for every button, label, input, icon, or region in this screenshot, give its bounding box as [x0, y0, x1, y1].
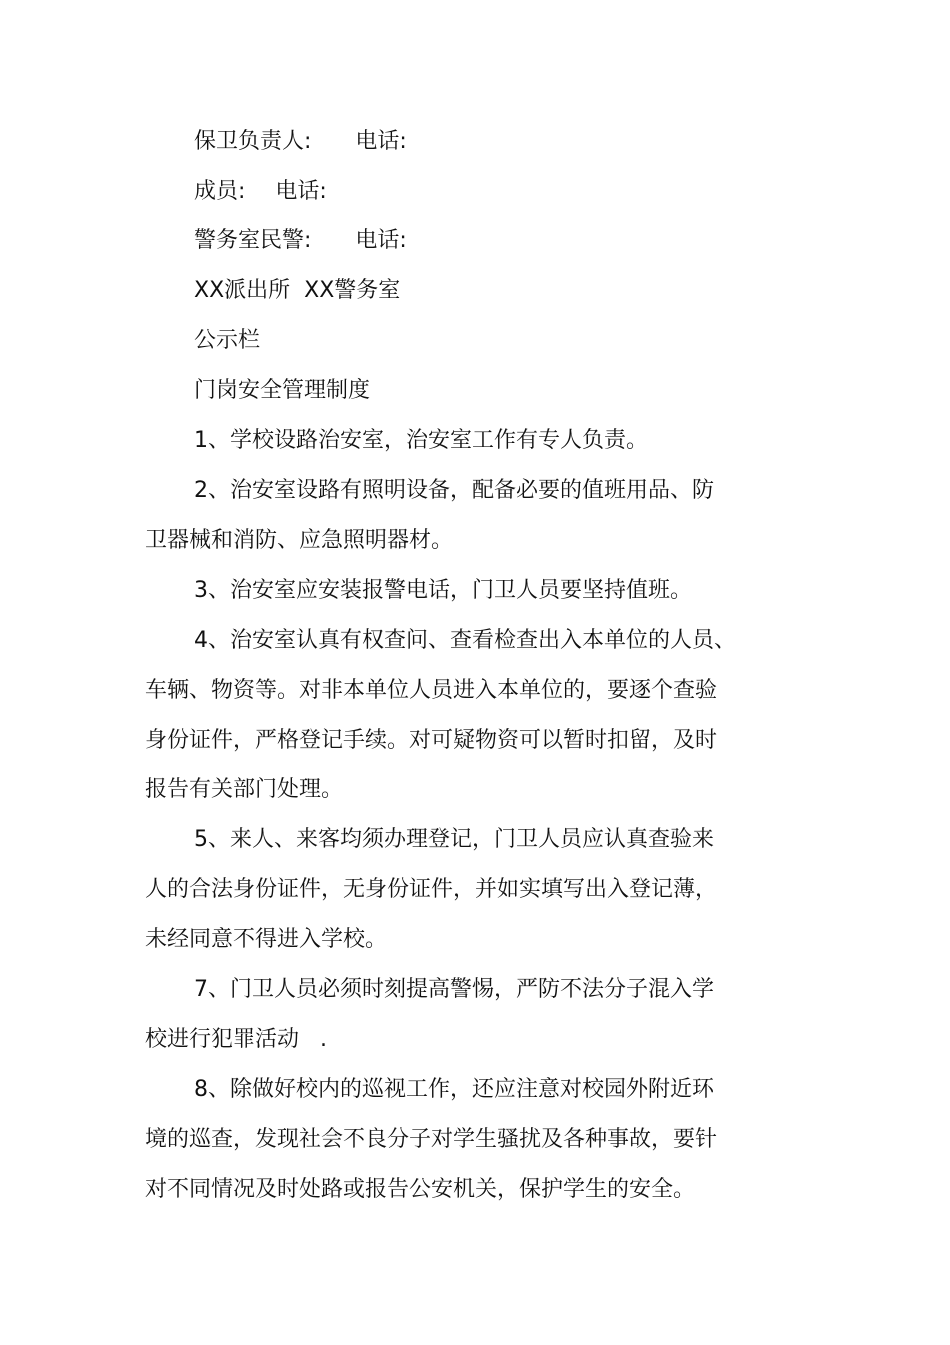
police-label: 警务室民警: [194, 228, 312, 253]
security-head-label: 保卫负责人: [194, 129, 312, 154]
rule-item-5-line-3: 未经同意不得进入学校。 [145, 927, 388, 952]
members-label: 成员: [194, 179, 246, 204]
rule-item-5-line-2: 人的合法身份证件，无身份证件，并如实填写出入登记薄， [145, 877, 718, 902]
rule-item-2-line-2: 卫器械和消防、应急照明器材。 [145, 528, 454, 553]
contact-members [194, 177, 327, 207]
rule-item-8-line-2: 境的巡查，发现社会不良分子对学生骚扰及各种事故，要针 [145, 1127, 718, 1152]
rule-item-7-line-1: 7、门卫人员必须时刻提高警惕，严防不法分子混入学 [194, 977, 714, 1002]
rule-item-5-line-1: 5、来人、来客均须办理登记，门卫人员应认真查验来 [194, 827, 714, 852]
rules-title: 门岗安全管理制度 [194, 378, 371, 403]
rule-item-4-line-3: 身份证件，严格登记手续。对可疑物资可以暂时扣留，及时 [145, 728, 718, 753]
rule-item-2-line-1: 2、治安室设路有照明设备，配备必要的值班用品、防 [194, 478, 714, 503]
board-label: 公示栏 [194, 328, 261, 353]
rule-item-1-line-1: 1、学校设路治安室，治安室工作有专人负责。 [194, 428, 648, 453]
rule-item-8-line-1: 8、除做好校内的巡视工作，还应注意对校园外附近环 [194, 1077, 714, 1102]
rule-item-4-line-1: 4、治安室认真有权查问、查看检查出入本单位的人员、 [194, 628, 736, 653]
members-phone-label: 电话: [275, 179, 327, 204]
rule-item-7-line-2: 校进行犯罪活动 . [145, 1027, 327, 1052]
police-phone-label: 电话: [355, 228, 407, 253]
contact-police [194, 226, 407, 256]
rule-item-8-line-3: 对不同情况及时处路或报告公安机关，保护学生的安全。 [145, 1177, 696, 1202]
police-station: XX派出所 [194, 278, 291, 303]
contact-security-head [194, 127, 407, 157]
security-head-phone-label: 电话: [355, 129, 407, 154]
police-room: XX警务室 [304, 278, 401, 303]
rule-item-4-line-4: 报告有关部门处理。 [145, 777, 344, 802]
rule-item-4-line-2: 车辆、物资等。对非本单位人员进入本单位的，要逐个查验 [145, 678, 718, 703]
station-line [194, 276, 400, 306]
rule-item-3-line-1: 3、治安室应安装报警电话，门卫人员要坚持值班。 [194, 578, 692, 603]
